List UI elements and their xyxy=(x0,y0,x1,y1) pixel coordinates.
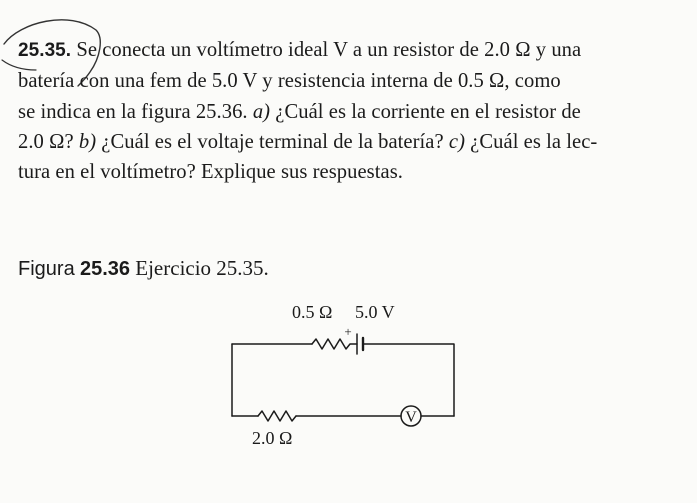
problem-statement xyxy=(18,35,666,187)
problem-line-5: tura en el voltímetro? Explique sus respuestas. xyxy=(18,161,403,184)
problem-line-4-mid: ¿Cuál es el voltaje terminal de la batería? xyxy=(96,130,449,153)
figure-number: 25.36 xyxy=(79,258,131,280)
circuit-diagram xyxy=(220,296,470,456)
figure-caption xyxy=(18,256,269,281)
resistor-label: 2.0 Ω xyxy=(252,428,293,448)
figure-caption-text: Ejercicio 25.35. xyxy=(135,256,269,280)
wire-top-right xyxy=(363,344,454,416)
battery-emf-label: 5.0 V xyxy=(355,302,395,322)
part-b-label: b) xyxy=(78,130,97,153)
problem-line-3 xyxy=(18,97,666,127)
problem-line-4-pre: 2.0 Ω? xyxy=(18,130,79,153)
problem-line-3-post: ¿Cuál es la corriente en el resistor de xyxy=(270,100,581,123)
problem-line-1-text: Se conecta un voltímetro ideal V a un resistor de 2.0 Ω y una xyxy=(71,39,582,61)
part-a-label: a) xyxy=(252,100,271,123)
voltmeter-label: V xyxy=(405,409,417,426)
part-c-label: c) xyxy=(448,130,465,153)
polarity-mark: + xyxy=(344,324,352,339)
problem-line-4-post: ¿Cuál es la lec- xyxy=(464,130,598,153)
problem-line-1 xyxy=(18,35,666,66)
problem-line-3-pre: se indica en la figura 25.36. xyxy=(18,100,253,123)
internal-resistor-symbol xyxy=(312,339,357,349)
problem-line-4 xyxy=(18,127,666,157)
external-resistor-symbol xyxy=(258,411,296,421)
problem-line-2: batería con una fem de 5.0 V y resistencia interna de 0.5 Ω, como xyxy=(18,70,561,93)
figure-label: Figura xyxy=(18,258,75,280)
problem-number: 25.35. xyxy=(18,40,72,61)
battery-resistance-label: 0.5 Ω xyxy=(292,302,333,322)
